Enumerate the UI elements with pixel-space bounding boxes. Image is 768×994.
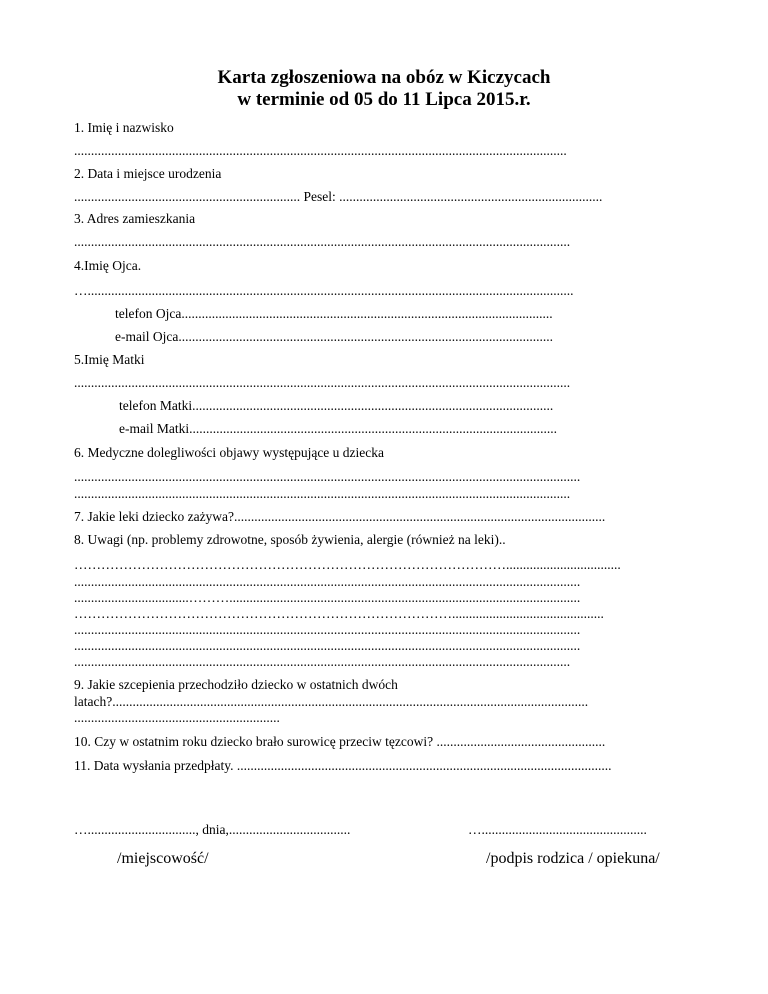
- q7-label: 7. Jakie leki dziecko zażywa?..............................................................................................................: [74, 509, 606, 524]
- place-date-fill-line: …................................, dnia,....................................: [74, 822, 351, 837]
- place-label: /miejscowość/: [117, 850, 209, 867]
- q2-fill-line-pesel: ................................................................... Pesel: ..............................................................................: [74, 189, 603, 204]
- q4-father-phone: telefon Ojca..............................................................................................................: [115, 306, 553, 321]
- q3-label: 3. Adres zamieszkania: [74, 211, 196, 226]
- q9-fill-line-2: .............................................................: [74, 710, 280, 725]
- q8-fill-line-2: ......................................................................................................................................................: [74, 574, 581, 589]
- q8-fill-line-7: ...................................................................................................................................................: [74, 654, 571, 669]
- q4-fill-line: …................................................................................................................................................: [74, 283, 574, 298]
- form-subtitle-dates: w terminie od 05 do 11 Lipca 2015.r.: [237, 89, 531, 110]
- q8-fill-line-1: ……………………………………………………………………………………..................................: [74, 557, 621, 572]
- q11-label: 11. Data wysłania przedpłaty. ...............................................................................................................: [74, 758, 612, 773]
- form-title: Karta zgłoszeniowa na obóz w Kiczycach: [217, 67, 551, 88]
- q1-label: 1. Imię i nazwisko: [74, 120, 174, 135]
- q4-father-email: e-mail Ojca...............................................................................................................: [115, 329, 553, 344]
- q5-fill-line: ...................................................................................................................................................: [74, 375, 571, 390]
- q1-fill-line: ..................................................................................................................................................: [74, 143, 567, 158]
- q10-label: 10. Czy w ostatnim roku dziecko brało surowicę przeciw tęzcowi? ..................................................: [74, 734, 606, 749]
- q6-fill-line-2: ...................................................................................................................................................: [74, 486, 571, 501]
- q5-mother-phone: telefon Matki...........................................................................................................: [119, 398, 554, 413]
- parent-signature-label: /podpis rodzica / opiekuna/: [486, 850, 660, 867]
- q8-fill-line-6: ......................................................................................................................................................: [74, 638, 581, 653]
- q5-label: 5.Imię Matki: [74, 352, 145, 367]
- q3-fill-line: ...................................................................................................................................................: [74, 234, 571, 249]
- q8-fill-line-4: ………………………………………………………………………….............................................: [74, 606, 604, 621]
- q9-fill-line-1: latach?.............................................................................................................................................: [74, 694, 589, 709]
- q8-label: 8. Uwagi (np. problemy zdrowotne, sposób żywienia, alergie (również na leki)..: [74, 532, 506, 547]
- q8-fill-line-3: ..................................………........................................................................................................: [74, 590, 581, 605]
- q8-fill-line-5: ......................................................................................................................................................: [74, 622, 581, 637]
- q6-label: 6. Medyczne dolegliwości objawy występujące u dziecka: [74, 445, 385, 460]
- q5-mother-email: e-mail Matki.............................................................................................................: [119, 421, 557, 436]
- q6-fill-line-1: ......................................................................................................................................................: [74, 469, 581, 484]
- parent-signature-fill-line: ….................................................: [468, 822, 647, 837]
- q9-label: 9. Jakie szcepienia przechodziło dziecko w ostatnich dwóch: [74, 677, 398, 692]
- q2-label: 2. Data i miejsce urodzenia: [74, 166, 222, 181]
- q4-label: 4.Imię Ojca.: [74, 258, 142, 273]
